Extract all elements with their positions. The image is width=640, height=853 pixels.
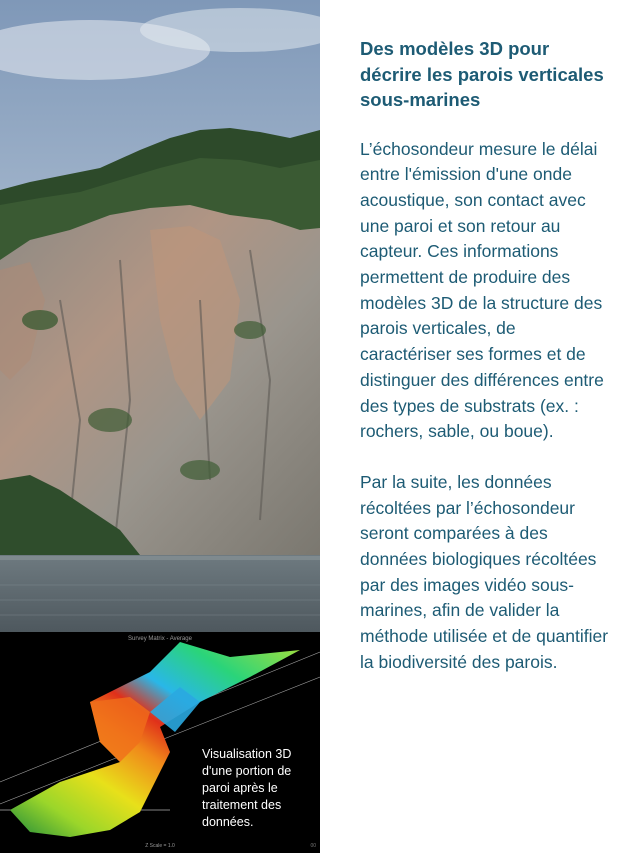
paragraph-followup: Par la suite, les données récoltées par l’échosondeur seront comparées à des données biologiques récoltées par des images vidéo sous-marines, afin de valider la méthode utilisée et de quantifier la biodiversité des parois. bbox=[360, 471, 609, 672]
visualization-corner-label: 00 bbox=[310, 843, 316, 849]
visualization-caption: Visualisation 3D d'une portion de paroi après le traitement des données. bbox=[202, 747, 292, 829]
page-title: Des modèles 3D pour décrire les parois verticales sous-marines bbox=[360, 38, 604, 110]
visualization-header: Survey Matrix - Average bbox=[128, 636, 192, 642]
cliff-photo bbox=[0, 0, 320, 632]
visualization-footer: Z Scale = 1.0 bbox=[145, 843, 175, 849]
paragraph-intro: L’échosondeur mesure le délai entre l'émission d'une onde acoustique, son contact avec une paroi et son retour au capteur. Ces informations permettent de produire des modèles 3D de la structure des parois verticales, de caractériser ses formes et de distinguer des différences entre des types de substrats (ex. : rochers, sable, ou boue). bbox=[360, 138, 604, 442]
text-column bbox=[360, 36, 610, 701]
